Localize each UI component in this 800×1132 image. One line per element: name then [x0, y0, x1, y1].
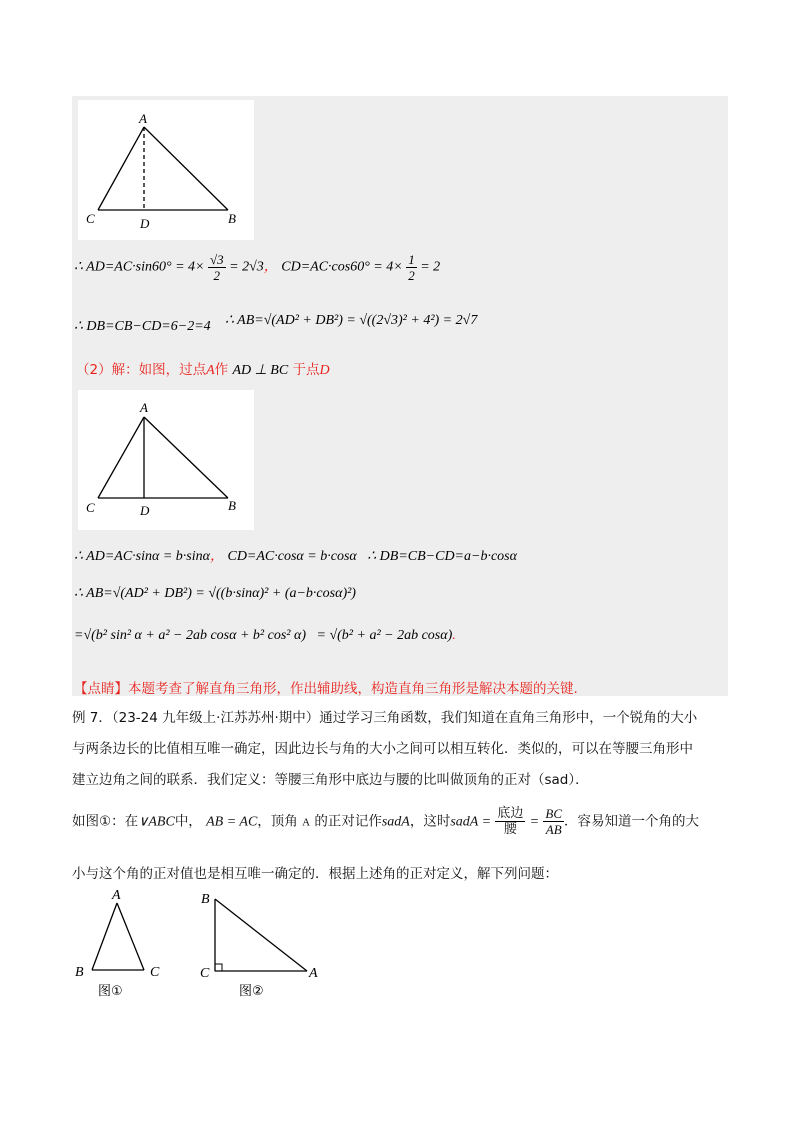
- eq3-b: CD=AC·cosα = b·cosα: [227, 549, 357, 564]
- eq1-mid: = 2√3: [229, 259, 264, 275]
- triangle-figure-1: [78, 100, 254, 240]
- ex7-frac-2: [543, 806, 564, 837]
- fig2-label-B: B: [201, 892, 210, 907]
- ex7-frac1-num: 底边: [497, 806, 524, 821]
- triangle-figure-2: [78, 390, 254, 530]
- fig1-label-A: A: [112, 888, 121, 903]
- ex7-l4-sad2: sadA =: [450, 814, 492, 830]
- vertex2-label-B: B: [228, 498, 236, 513]
- ex7-l4-g: ．容易知道一个角的大: [564, 813, 700, 830]
- eq1-right: CD=AC·cos60° = 4×: [281, 259, 403, 275]
- ex7-line-2: 与两条边长的比值相互唯一确定，因此边长与角的大小之间可以相互转化．类似的，可以在等腰三角形中: [72, 741, 693, 757]
- eq1-right-num: 1: [408, 252, 415, 267]
- vertex2-label-A: A: [140, 400, 148, 415]
- part2-suffix: 于点: [292, 362, 320, 378]
- ex7-l4-d: 的正对记作: [314, 813, 382, 830]
- ex7-l4-b: 中，: [174, 813, 202, 830]
- ex7-l4-eq2: =: [529, 814, 540, 830]
- part2-heading: [76, 358, 330, 379]
- ex7-l4-a: 如图①：在: [72, 813, 139, 830]
- eq3-c: ∴ DB=CB−CD=a−b·cosα: [367, 549, 517, 564]
- ex7-line-5: 小与这个角的正对值也是相互唯一确定的．根据上述角的正对定义，解下列问题：: [72, 866, 558, 882]
- eq3-comma: ，: [209, 549, 224, 564]
- ex7-l4-tri: ∨ABC: [138, 814, 175, 830]
- eq5-a: =√(b² sin² α + a² − 2ab cosα + b² cos² α): [74, 628, 306, 643]
- eq1-right-end: = 2: [420, 259, 441, 275]
- eq5-dot: .: [452, 628, 456, 643]
- part2-mid: 作: [214, 362, 229, 378]
- vertex-label-A: A: [139, 111, 147, 126]
- equation-ab: ∴ AB=√(AD² + DB²) = √((2√3)² + 4²) = 2√7: [225, 313, 478, 328]
- ex7-line-3: 建立边角之间的联系．我们定义：等腰三角形中底边与腰的比叫做顶角的正对（sad）．: [72, 772, 589, 788]
- eq1-right-fraction: [406, 252, 417, 283]
- ex7-l4-e: ，这时: [409, 813, 451, 830]
- part2-point-d: D: [319, 363, 330, 378]
- vertex-label-B: B: [228, 211, 236, 226]
- fig1-caption: 图①: [98, 984, 123, 999]
- equation-ad-alpha: [74, 545, 517, 565]
- eq1-left: ∴ AD=AC·sin60° = 4×: [74, 259, 205, 275]
- equation-ab-final: [74, 628, 456, 644]
- ex7-frac2-den: AB: [545, 822, 562, 837]
- figure-2-right-triangle: [195, 885, 335, 1005]
- eq1-fraction: [208, 252, 226, 283]
- dianjing-note: 【点睛】本题考查了解直角三角形，作出辅助线，构造直角三角形是解决本题的关键.: [74, 681, 578, 697]
- ex7-line-1: 例 7．（23-24 九年级上·江苏苏州·期中）通过学习三角函数，我们知道在直角三角形中，一个锐角的大小: [72, 710, 698, 726]
- equation-ad-cd: [74, 252, 440, 283]
- ex7-l4-c: ，顶角: [257, 813, 298, 830]
- ex7-l4-angle: A: [302, 816, 311, 829]
- fig2-label-A: A: [309, 966, 318, 981]
- eq5-b: = √(b² + a² − 2ab cosα): [316, 628, 453, 643]
- eq1-right-den: 2: [408, 268, 415, 283]
- equation-ab-alpha: ∴ AB=√(AD² + DB²) = √((b·sinα)² + (a−b·cosα)²): [74, 586, 356, 601]
- vertex2-label-D: D: [140, 503, 150, 518]
- ex7-line-4: [72, 806, 699, 837]
- eq3-a: ∴ AD=AC·sinα = b·sinα: [74, 549, 210, 564]
- equation-db: ∴ DB=CB−CD=6−2=4: [74, 319, 211, 334]
- eq1-den: 2: [213, 268, 221, 283]
- figure-1-isosceles: [70, 885, 170, 1005]
- eq1-num: √3: [209, 252, 224, 267]
- ex7-frac1-den: 腰: [503, 822, 517, 837]
- fig2-caption: 图②: [239, 984, 264, 999]
- part2-prefix: （2）解：如图，过点: [76, 362, 207, 378]
- eq1-comma: ，: [263, 259, 278, 275]
- ex7-l4-sad: sadA: [381, 814, 410, 830]
- fig1-label-B: B: [75, 965, 84, 980]
- vertex-label-C: C: [86, 211, 95, 226]
- vertex-label-D: D: [140, 216, 150, 231]
- fig2-label-C: C: [200, 966, 210, 981]
- part2-perp: AD ⊥ BC: [232, 363, 289, 378]
- ex7-frac-1: [495, 806, 525, 837]
- fig1-label-C: C: [150, 965, 160, 980]
- ex7-frac2-num: BC: [545, 806, 563, 821]
- part2-point-a: A: [206, 363, 215, 378]
- ex7-l4-eq: AB = AC: [206, 814, 258, 830]
- vertex2-label-C: C: [86, 500, 95, 515]
